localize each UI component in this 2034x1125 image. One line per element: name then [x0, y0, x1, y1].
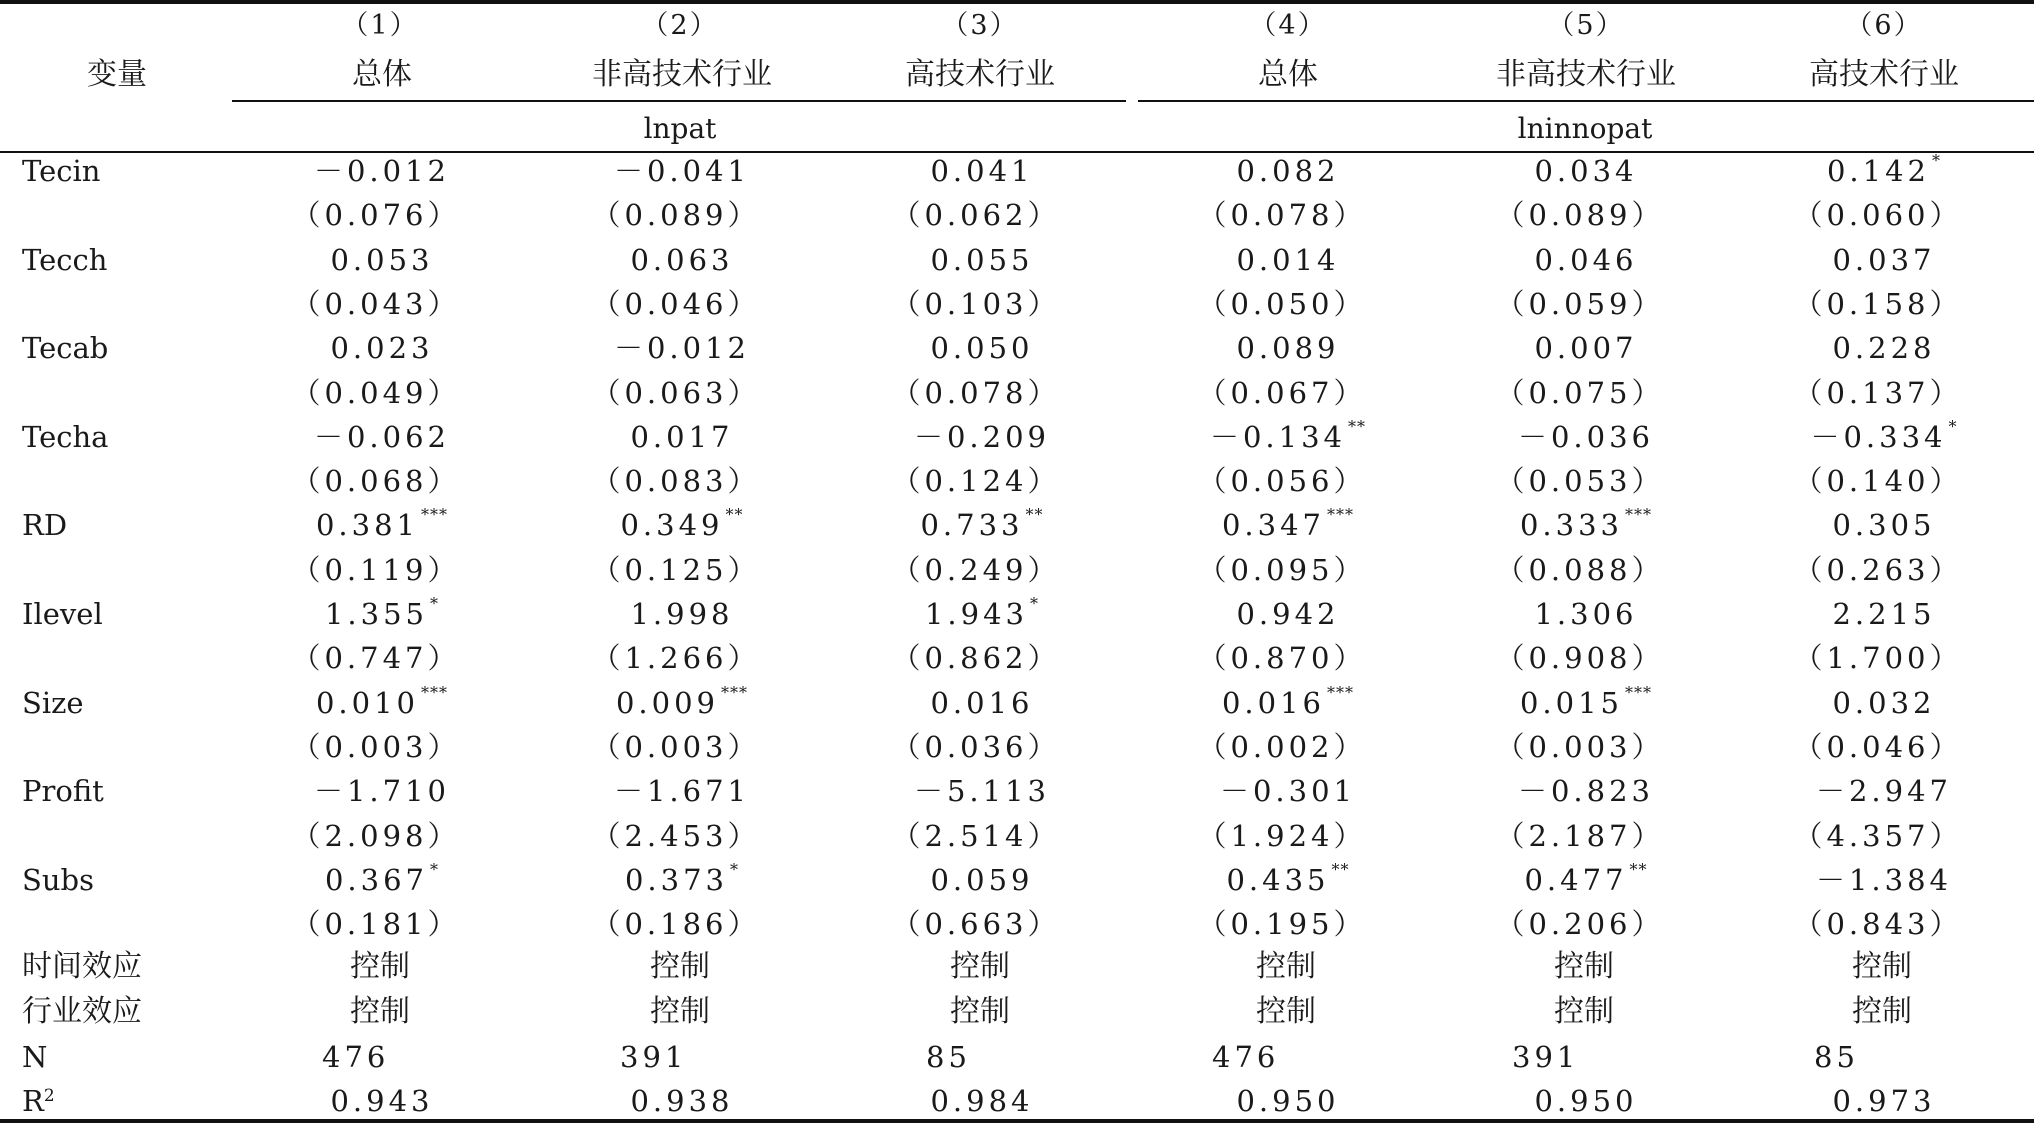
- std-error-cell: （0.056）: [1197, 464, 1367, 499]
- coef-cell: [330, 242, 434, 277]
- coef-cell: [1209, 416, 1367, 454]
- std-error-cell: （0.059）: [1495, 286, 1665, 321]
- n-value: 85: [1814, 1040, 1859, 1074]
- coef-value: －0.823: [1517, 774, 1655, 809]
- significance-stars: *: [1948, 416, 1958, 436]
- std-error-cell: （0.747）: [291, 641, 461, 676]
- std-error-cell: （0.050）: [1197, 286, 1367, 321]
- coef-cell: [1832, 597, 1936, 631]
- coef-cell: [1519, 682, 1653, 720]
- coef-cell: [1524, 859, 1648, 897]
- r2-value: 0.973: [1832, 1084, 1936, 1119]
- row-variable-label: Techa: [22, 419, 109, 454]
- significance-stars: ***: [1625, 505, 1653, 525]
- std-error-cell: （0.119）: [291, 552, 461, 587]
- coef-cell: [1534, 331, 1638, 366]
- std-error-cell: （0.095）: [1197, 552, 1367, 587]
- coef-cell: [620, 505, 744, 543]
- std-error-cell: （2.453）: [591, 818, 761, 853]
- coef-cell: [913, 419, 1051, 454]
- std-error-cell: （1.700）: [1793, 641, 1963, 676]
- coef-value: 0.381: [315, 508, 420, 543]
- coef-cell: [1815, 862, 1953, 897]
- control-row-label: 行业效应: [22, 993, 142, 1029]
- significance-stars: **: [1348, 416, 1367, 436]
- significance-stars: ***: [721, 682, 749, 702]
- coef-value: 0.016: [1221, 685, 1326, 720]
- coef-value: 0.347: [1221, 508, 1326, 543]
- std-error-cell: （0.002）: [1197, 729, 1367, 764]
- std-error-cell: （0.206）: [1495, 907, 1665, 942]
- coef-cell: [324, 594, 440, 631]
- coef-value: －0.036: [1517, 419, 1655, 454]
- control-value: 控制: [950, 949, 1010, 985]
- coef-value: 0.023: [330, 331, 434, 366]
- n-value: 85: [926, 1040, 971, 1074]
- std-error-cell: （4.357）: [1793, 818, 1963, 853]
- std-error-cell: （2.187）: [1495, 818, 1665, 853]
- coef-cell: [1517, 774, 1655, 809]
- coef-value: －5.113: [913, 774, 1051, 809]
- coef-cell: [930, 685, 1034, 720]
- group-rule-lnpat: [232, 100, 1126, 102]
- significance-stars: ***: [421, 682, 449, 702]
- significance-stars: ***: [421, 505, 449, 525]
- coef-value: 0.015: [1519, 685, 1624, 720]
- r2-value: 0.950: [1534, 1084, 1638, 1119]
- coef-value: 1.998: [630, 597, 734, 631]
- coef-value: －0.012: [313, 154, 451, 188]
- std-error-cell: （0.158）: [1793, 286, 1963, 321]
- top-rule: [0, 0, 2034, 4]
- std-error-cell: （0.124）: [891, 464, 1061, 499]
- variable-header: 变量: [87, 57, 147, 92]
- coef-value: 0.009: [615, 685, 720, 720]
- row-variable-label: Ilevel: [22, 597, 103, 631]
- std-error-cell: （0.063）: [591, 375, 761, 410]
- coef-value: －0.134: [1209, 419, 1347, 454]
- std-error-cell: （0.088）: [1495, 552, 1665, 587]
- coef-value: 0.014: [1236, 242, 1340, 277]
- column-number: （5）: [1547, 10, 1625, 41]
- column-number: （2）: [641, 10, 719, 41]
- column-name: 高技术行业: [905, 57, 1055, 92]
- coef-cell: [313, 154, 451, 188]
- std-error-cell: （0.003）: [591, 729, 761, 764]
- significance-stars: *: [430, 594, 440, 613]
- r2-superscript: 2: [43, 1086, 55, 1107]
- std-error-cell: （0.089）: [1495, 198, 1665, 233]
- column-name: 非高技术行业: [1496, 57, 1676, 92]
- coef-cell: [630, 419, 734, 454]
- std-error-cell: （0.186）: [591, 907, 761, 942]
- coef-value: 0.305: [1832, 508, 1936, 543]
- std-error-cell: （0.053）: [1495, 464, 1665, 499]
- coef-value: 0.942: [1236, 597, 1340, 631]
- significance-stars: **: [1025, 505, 1044, 525]
- coef-value: 0.055: [930, 242, 1034, 277]
- std-error-cell: （0.181）: [291, 907, 461, 942]
- group-label-lninnopat: lninnopat: [1517, 112, 1653, 145]
- row-variable-label: Tecab: [22, 331, 109, 366]
- std-error-cell: （0.003）: [291, 729, 461, 764]
- row-variable-label: Tecin: [22, 154, 101, 188]
- control-value: 控制: [950, 993, 1010, 1029]
- coef-value: 0.053: [330, 242, 434, 277]
- n-value: 476: [1212, 1040, 1280, 1074]
- coef-cell: [1534, 597, 1638, 631]
- coef-cell: [1815, 774, 1953, 809]
- coef-value: 0.046: [1534, 242, 1638, 277]
- control-value: 控制: [1852, 993, 1912, 1029]
- coef-value: 0.063: [630, 242, 734, 277]
- std-error-cell: （0.036）: [891, 729, 1061, 764]
- row-variable-label: Size: [22, 685, 84, 720]
- std-error-cell: （0.137）: [1793, 375, 1963, 410]
- coef-value: 0.016: [930, 685, 1034, 720]
- std-error-cell: （0.049）: [291, 375, 461, 410]
- coef-value: 0.032: [1832, 685, 1936, 720]
- coef-value: 0.041: [930, 154, 1034, 188]
- std-error-cell: （0.663）: [891, 907, 1061, 942]
- coef-cell: [913, 774, 1051, 809]
- coef-cell: [613, 774, 751, 809]
- control-value: 控制: [650, 993, 710, 1029]
- column-number: （4）: [1249, 10, 1327, 41]
- coef-cell: [630, 242, 734, 277]
- r2-value: 0.943: [330, 1084, 434, 1119]
- group-label-lnpat: lnpat: [643, 112, 717, 145]
- control-value: 控制: [650, 949, 710, 985]
- r2-value: 0.984: [930, 1084, 1034, 1119]
- control-value: 控制: [1256, 993, 1316, 1029]
- std-error-cell: （0.060）: [1793, 198, 1963, 233]
- control-value: 控制: [350, 949, 410, 985]
- std-error-cell: （0.043）: [291, 286, 461, 321]
- coef-value: －0.062: [313, 419, 451, 454]
- r2-value: 0.950: [1236, 1084, 1340, 1119]
- std-error-cell: （1.266）: [591, 641, 761, 676]
- coef-cell: [613, 331, 751, 366]
- coef-value: 0.007: [1534, 331, 1638, 366]
- std-error-cell: （0.078）: [1197, 198, 1367, 233]
- control-value: 控制: [1852, 949, 1912, 985]
- control-value: 控制: [1554, 949, 1614, 985]
- significance-stars: **: [725, 505, 744, 525]
- coef-cell: [630, 597, 734, 631]
- coef-cell: [930, 331, 1034, 366]
- coef-cell: [315, 682, 449, 720]
- coef-cell: [313, 774, 451, 809]
- row-variable-label: Tecch: [22, 242, 108, 277]
- r2-value: 0.938: [630, 1084, 734, 1119]
- std-error-cell: （0.249）: [891, 552, 1061, 587]
- std-error-cell: （0.062）: [891, 198, 1061, 233]
- column-number: （1）: [341, 10, 419, 41]
- significance-stars: *: [730, 859, 740, 879]
- coef-cell: [613, 154, 751, 188]
- significance-stars: *: [1030, 594, 1040, 613]
- coef-value: 1.355: [324, 597, 429, 631]
- coef-value: 2.215: [1832, 597, 1936, 631]
- column-name: 总体: [352, 57, 412, 92]
- coef-value: －1.710: [313, 774, 451, 809]
- coef-cell: [1534, 242, 1638, 277]
- coef-cell: [615, 682, 749, 720]
- std-error-cell: （1.924）: [1197, 818, 1367, 853]
- coef-cell: [1534, 154, 1638, 188]
- control-value: 控制: [1256, 949, 1316, 985]
- coef-cell: [1517, 419, 1655, 454]
- coef-value: －1.384: [1815, 862, 1953, 897]
- coef-value: 0.373: [624, 862, 729, 897]
- coef-cell: [1826, 151, 1942, 188]
- coef-value: 1.306: [1534, 597, 1638, 631]
- control-value: 控制: [350, 993, 410, 1029]
- coef-cell: [1832, 331, 1936, 366]
- column-number: （6）: [1845, 10, 1923, 41]
- std-error-cell: （0.075）: [1495, 375, 1665, 410]
- coef-value: 0.333: [1519, 508, 1624, 543]
- r2-row-label: [22, 1084, 55, 1119]
- significance-stars: ***: [1327, 505, 1355, 525]
- coef-value: 0.082: [1236, 154, 1340, 188]
- std-error-cell: （0.908）: [1495, 641, 1665, 676]
- coef-value: －1.671: [613, 774, 751, 809]
- coef-cell: [930, 242, 1034, 277]
- coef-cell: [1236, 331, 1340, 366]
- r2-label-text: R: [22, 1084, 44, 1119]
- n-value: 391: [620, 1040, 688, 1074]
- coef-cell: [330, 331, 434, 366]
- std-error-cell: （0.067）: [1197, 375, 1367, 410]
- coef-cell: [1832, 685, 1936, 720]
- n-value: 476: [322, 1040, 390, 1074]
- std-error-cell: （0.046）: [591, 286, 761, 321]
- coef-value: 0.477: [1524, 862, 1628, 897]
- coef-value: 0.059: [930, 862, 1034, 897]
- coef-value: 0.142: [1826, 154, 1931, 188]
- coef-value: 1.943: [924, 597, 1029, 631]
- coef-cell: [1219, 774, 1357, 809]
- coef-value: 0.435: [1226, 862, 1330, 897]
- significance-stars: *: [1932, 151, 1942, 170]
- coef-value: －0.301: [1219, 774, 1357, 809]
- n-row-label: N: [22, 1040, 48, 1074]
- coef-cell: [313, 419, 451, 454]
- coef-cell: [324, 859, 440, 897]
- coef-cell: [1236, 154, 1340, 188]
- coef-value: 0.050: [930, 331, 1034, 366]
- std-error-cell: （0.843）: [1793, 907, 1963, 942]
- bottom-rule: [0, 1119, 2034, 1123]
- control-row-label: 时间效应: [22, 949, 142, 985]
- std-error-cell: （0.078）: [891, 375, 1061, 410]
- coef-value: －0.012: [613, 331, 751, 366]
- coef-value: 0.367: [324, 862, 429, 897]
- std-error-cell: （0.003）: [1495, 729, 1665, 764]
- coef-cell: [1221, 682, 1355, 720]
- group-rule-lninnopat: [1138, 100, 2034, 102]
- coef-value: －0.209: [913, 419, 1051, 454]
- significance-stars: **: [1629, 859, 1648, 879]
- coef-cell: [1226, 859, 1350, 897]
- coef-value: 0.733: [920, 508, 1024, 543]
- std-error-cell: （0.068）: [291, 464, 461, 499]
- column-name: 总体: [1258, 57, 1318, 92]
- row-variable-label: Profit: [22, 774, 104, 809]
- coef-value: 0.010: [315, 685, 420, 720]
- coef-cell: [624, 859, 740, 897]
- coef-value: －0.041: [613, 154, 751, 188]
- coef-value: 0.349: [620, 508, 724, 543]
- significance-stars: *: [430, 859, 440, 879]
- coef-cell: [1236, 242, 1340, 277]
- row-variable-label: RD: [22, 508, 68, 543]
- coef-value: －0.334: [1810, 419, 1947, 454]
- significance-stars: ***: [1327, 682, 1355, 702]
- n-value: 391: [1512, 1040, 1580, 1074]
- std-error-cell: （0.125）: [591, 552, 761, 587]
- row-variable-label: Subs: [22, 862, 94, 897]
- coef-value: 0.037: [1832, 242, 1936, 277]
- std-error-cell: （2.514）: [891, 818, 1061, 853]
- std-error-cell: （0.083）: [591, 464, 761, 499]
- coef-cell: [1236, 597, 1340, 631]
- coef-cell: [930, 862, 1034, 897]
- coef-value: 0.017: [630, 419, 734, 454]
- significance-stars: ***: [1625, 682, 1653, 702]
- coef-cell: [1832, 242, 1936, 277]
- std-error-cell: （0.140）: [1793, 464, 1963, 499]
- coef-value: －2.947: [1815, 774, 1953, 809]
- coef-cell: [1221, 505, 1355, 543]
- std-error-cell: （0.862）: [891, 641, 1061, 676]
- coef-cell: [1519, 505, 1653, 543]
- significance-stars: **: [1331, 859, 1350, 879]
- coef-value: 0.228: [1832, 331, 1936, 366]
- header-rule: [0, 151, 2034, 153]
- coef-cell: [1810, 416, 1958, 454]
- control-value: 控制: [1554, 993, 1614, 1029]
- column-number: （3）: [941, 10, 1019, 41]
- std-error-cell: （0.195）: [1197, 907, 1367, 942]
- coef-cell: [1832, 508, 1936, 543]
- coef-cell: [315, 505, 449, 543]
- std-error-cell: （0.870）: [1197, 641, 1367, 676]
- std-error-cell: （0.263）: [1793, 552, 1963, 587]
- coef-cell: [924, 594, 1040, 631]
- std-error-cell: （0.089）: [591, 198, 761, 233]
- coef-value: 0.034: [1534, 154, 1638, 188]
- std-error-cell: （0.103）: [891, 286, 1061, 321]
- std-error-cell: （0.076）: [291, 198, 461, 233]
- column-name: 非高技术行业: [592, 57, 772, 92]
- column-name: 高技术行业: [1809, 57, 1959, 92]
- std-error-cell: （0.046）: [1793, 729, 1963, 764]
- std-error-cell: （2.098）: [291, 818, 461, 853]
- coef-cell: [930, 154, 1034, 188]
- coef-value: 0.089: [1236, 331, 1340, 366]
- coef-cell: [920, 505, 1044, 543]
